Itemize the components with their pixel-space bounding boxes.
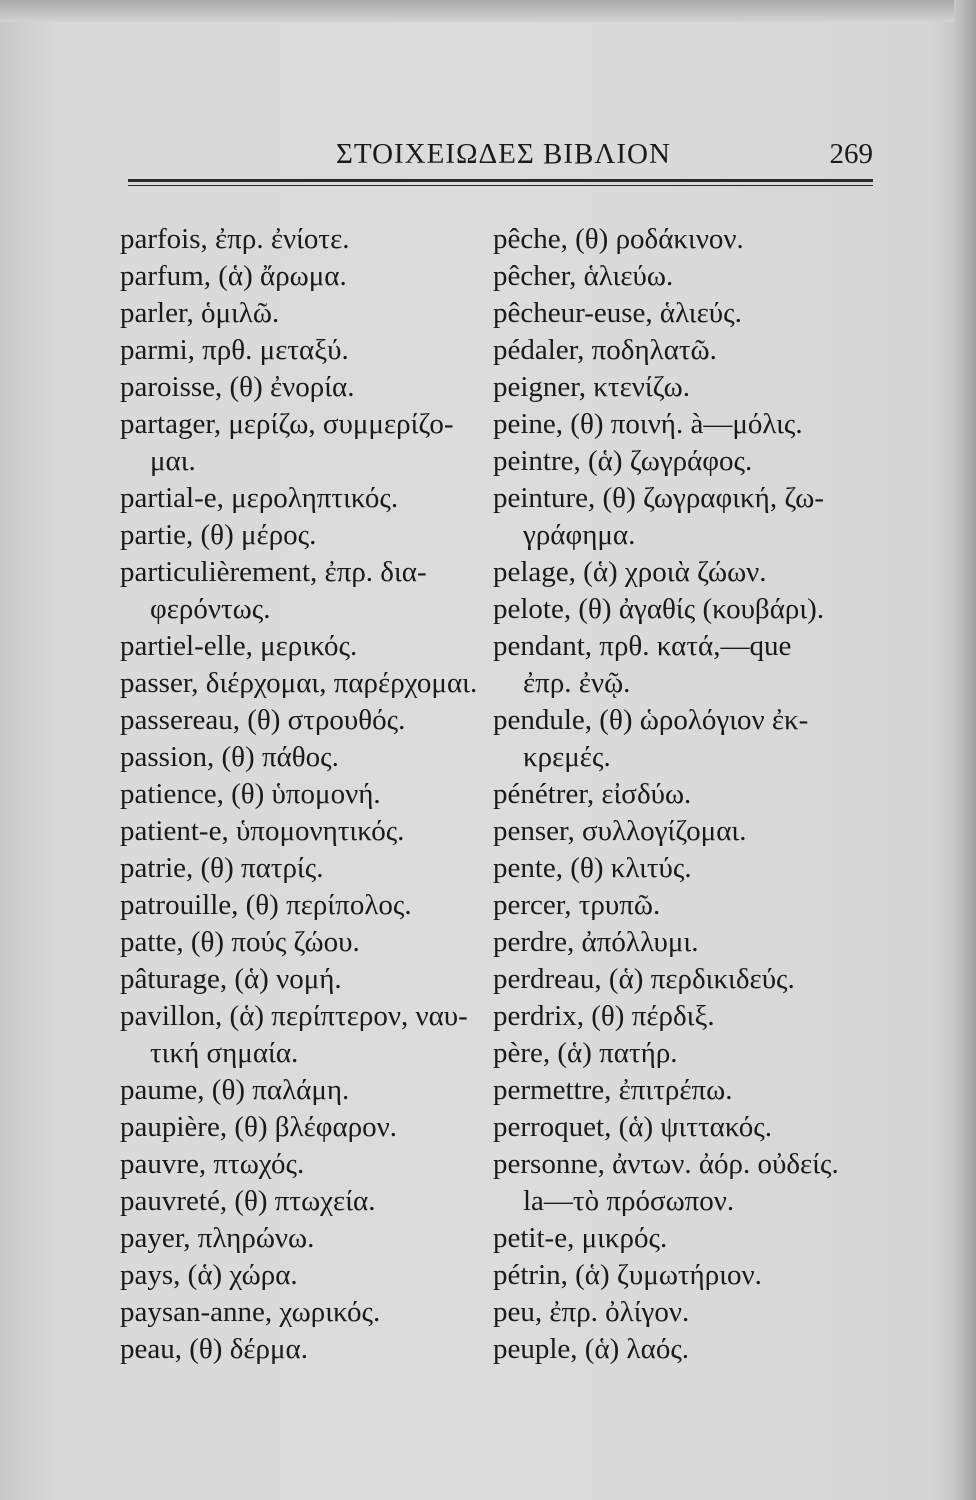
dictionary-entry: partager, μερίζω, συμμερίζο- bbox=[120, 408, 454, 440]
left-column bbox=[120, 221, 490, 1368]
dictionary-entry: pauvreté, (θ) πτωχεία. bbox=[120, 1185, 376, 1217]
dictionary-entry: père, (ἁ) πατήρ. bbox=[493, 1037, 678, 1069]
dictionary-entry-continuation: φερόντως. bbox=[150, 593, 271, 625]
dictionary-entry: pelote, (θ) ἀγαθίς (κουβάρι). bbox=[493, 593, 825, 625]
dictionary-entry: pelage, (ἁ) χροιὰ ζώων. bbox=[493, 556, 767, 588]
dictionary-entry: peintre, (ἁ) ζωγράφος. bbox=[493, 445, 753, 477]
dictionary-entry: peau, (θ) δέρμα. bbox=[120, 1333, 309, 1365]
dictionary-entry: patrouille, (θ) περίπολος. bbox=[120, 889, 412, 921]
dictionary-entry: perdreau, (ἁ) περδικιδεύς. bbox=[493, 963, 795, 995]
dictionary-entry-continuation: la—τὸ πρόσωπον. bbox=[523, 1185, 735, 1217]
dictionary-entry: partie, (θ) μέρος. bbox=[120, 519, 317, 551]
running-head-title: ΣΤΟΙΧΕΙΩΔΕΣ ΒΙΒΛΙΟΝ bbox=[336, 138, 671, 170]
dictionary-entry: passion, (θ) πάθος. bbox=[120, 741, 339, 773]
dictionary-entry: passer, διέρχομαι, παρέρχομαι. bbox=[120, 667, 478, 699]
dictionary-entry: pendule, (θ) ὡρολόγιον ἐκ- bbox=[493, 704, 809, 736]
dictionary-entry: penser, συλλογίζομαι. bbox=[493, 815, 747, 847]
dictionary-entry-continuation: μαι. bbox=[150, 445, 196, 477]
dictionary-entry-continuation: τική σημαία. bbox=[150, 1037, 299, 1069]
dictionary-entry: pauvre, πτωχός. bbox=[120, 1148, 305, 1180]
dictionary-entry: patrie, (θ) πατρίς. bbox=[120, 852, 324, 884]
dictionary-entry: pâturage, (ἁ) νομή. bbox=[120, 963, 342, 995]
running-head bbox=[128, 138, 873, 178]
dictionary-entry: personne, ἀντων. ἀόρ. οὐδείς. bbox=[493, 1148, 839, 1180]
dictionary-entry: parler, ὁμιλῶ. bbox=[120, 297, 280, 329]
dictionary-entry: percer, τρυπῶ. bbox=[493, 889, 661, 921]
dictionary-entry: pêcher, ἁλιεύω. bbox=[493, 260, 674, 292]
dictionary-entry: passereau, (θ) στρουθός. bbox=[120, 704, 406, 736]
dictionary-entry: peu, ἐπρ. ὀλίγον. bbox=[493, 1296, 690, 1328]
dictionary-entry: pendant, πρθ. κατά,—que bbox=[493, 630, 792, 662]
dictionary-entry: partial-e, μεροληπτικός. bbox=[120, 482, 399, 514]
dictionary-entry: patte, (θ) πούς ζώου. bbox=[120, 926, 360, 958]
header-rule-thin bbox=[128, 185, 873, 186]
right-column bbox=[493, 221, 883, 1368]
dictionary-entry: payer, πληρώνω. bbox=[120, 1222, 315, 1254]
dictionary-entry-continuation: κρεμές. bbox=[523, 741, 611, 773]
dictionary-entry: paupière, (θ) βλέφαρον. bbox=[120, 1111, 398, 1143]
dictionary-entry: perdrix, (θ) πέρδιξ. bbox=[493, 1000, 715, 1032]
dictionary-entry: peine, (θ) ποινή. à—μόλις. bbox=[493, 408, 803, 440]
dictionary-entry: pêcheur-euse, ἁλιεύς. bbox=[493, 297, 742, 329]
dictionary-entry: particulièrement, ἐπρ. δια- bbox=[120, 556, 427, 588]
dictionary-entry: paysan-anne, χωρικός. bbox=[120, 1296, 381, 1328]
dictionary-entry: parmi, πρθ. μεταξύ. bbox=[120, 334, 349, 366]
page-top-edge bbox=[0, 0, 976, 22]
dictionary-entry: pénétrer, εἰσδύω. bbox=[493, 778, 692, 810]
page-right-edge bbox=[954, 0, 976, 1500]
dictionary-entry-continuation: ἐπρ. ἐνῷ. bbox=[523, 667, 631, 699]
dictionary-entry: peinture, (θ) ζωγραφική, ζω- bbox=[493, 482, 825, 514]
dictionary-entry: peuple, (ἁ) λαός. bbox=[493, 1333, 690, 1365]
dictionary-entry: paume, (θ) παλάμη. bbox=[120, 1074, 350, 1106]
dictionary-entry: pédaler, ποδηλατῶ. bbox=[493, 334, 717, 366]
dictionary-entry: pente, (θ) κλιτύς. bbox=[493, 852, 692, 884]
dictionary-entry: parfum, (ἁ) ἄρωμα. bbox=[120, 260, 347, 292]
dictionary-entry: patience, (θ) ὑπομονή. bbox=[120, 778, 381, 810]
dictionary-entry: paroisse, (θ) ἐνορία. bbox=[120, 371, 355, 403]
dictionary-entry: patient-e, ὑπομονητικός. bbox=[120, 815, 405, 847]
dictionary-entry-continuation: γράφημα. bbox=[523, 519, 636, 551]
header-rule-thick bbox=[128, 179, 873, 182]
dictionary-entry: parfois, ἐπρ. ἐνίοτε. bbox=[120, 223, 350, 255]
dictionary-entry: pays, (ἁ) χώρα. bbox=[120, 1259, 298, 1291]
dictionary-entry: perroquet, (ἁ) ψιττακός. bbox=[493, 1111, 773, 1143]
dictionary-entry: peigner, κτενίζω. bbox=[493, 371, 690, 403]
dictionary-entry: partiel-elle, μερικός. bbox=[120, 630, 358, 662]
dictionary-entry: petit-e, μικρός. bbox=[493, 1222, 668, 1254]
dictionary-entry: permettre, ἐπιτρέπω. bbox=[493, 1074, 733, 1106]
dictionary-entry: pavillon, (ἁ) περίπτερον, ναυ- bbox=[120, 1000, 468, 1032]
dictionary-entry: perdre, ἀπόλλυμι. bbox=[493, 926, 699, 958]
page-number: 269 bbox=[829, 138, 873, 170]
dictionary-entry: pétrin, (ἁ) ζυμωτήριον. bbox=[493, 1259, 762, 1291]
dictionary-entry: pêche, (θ) ροδάκινον. bbox=[493, 223, 744, 255]
